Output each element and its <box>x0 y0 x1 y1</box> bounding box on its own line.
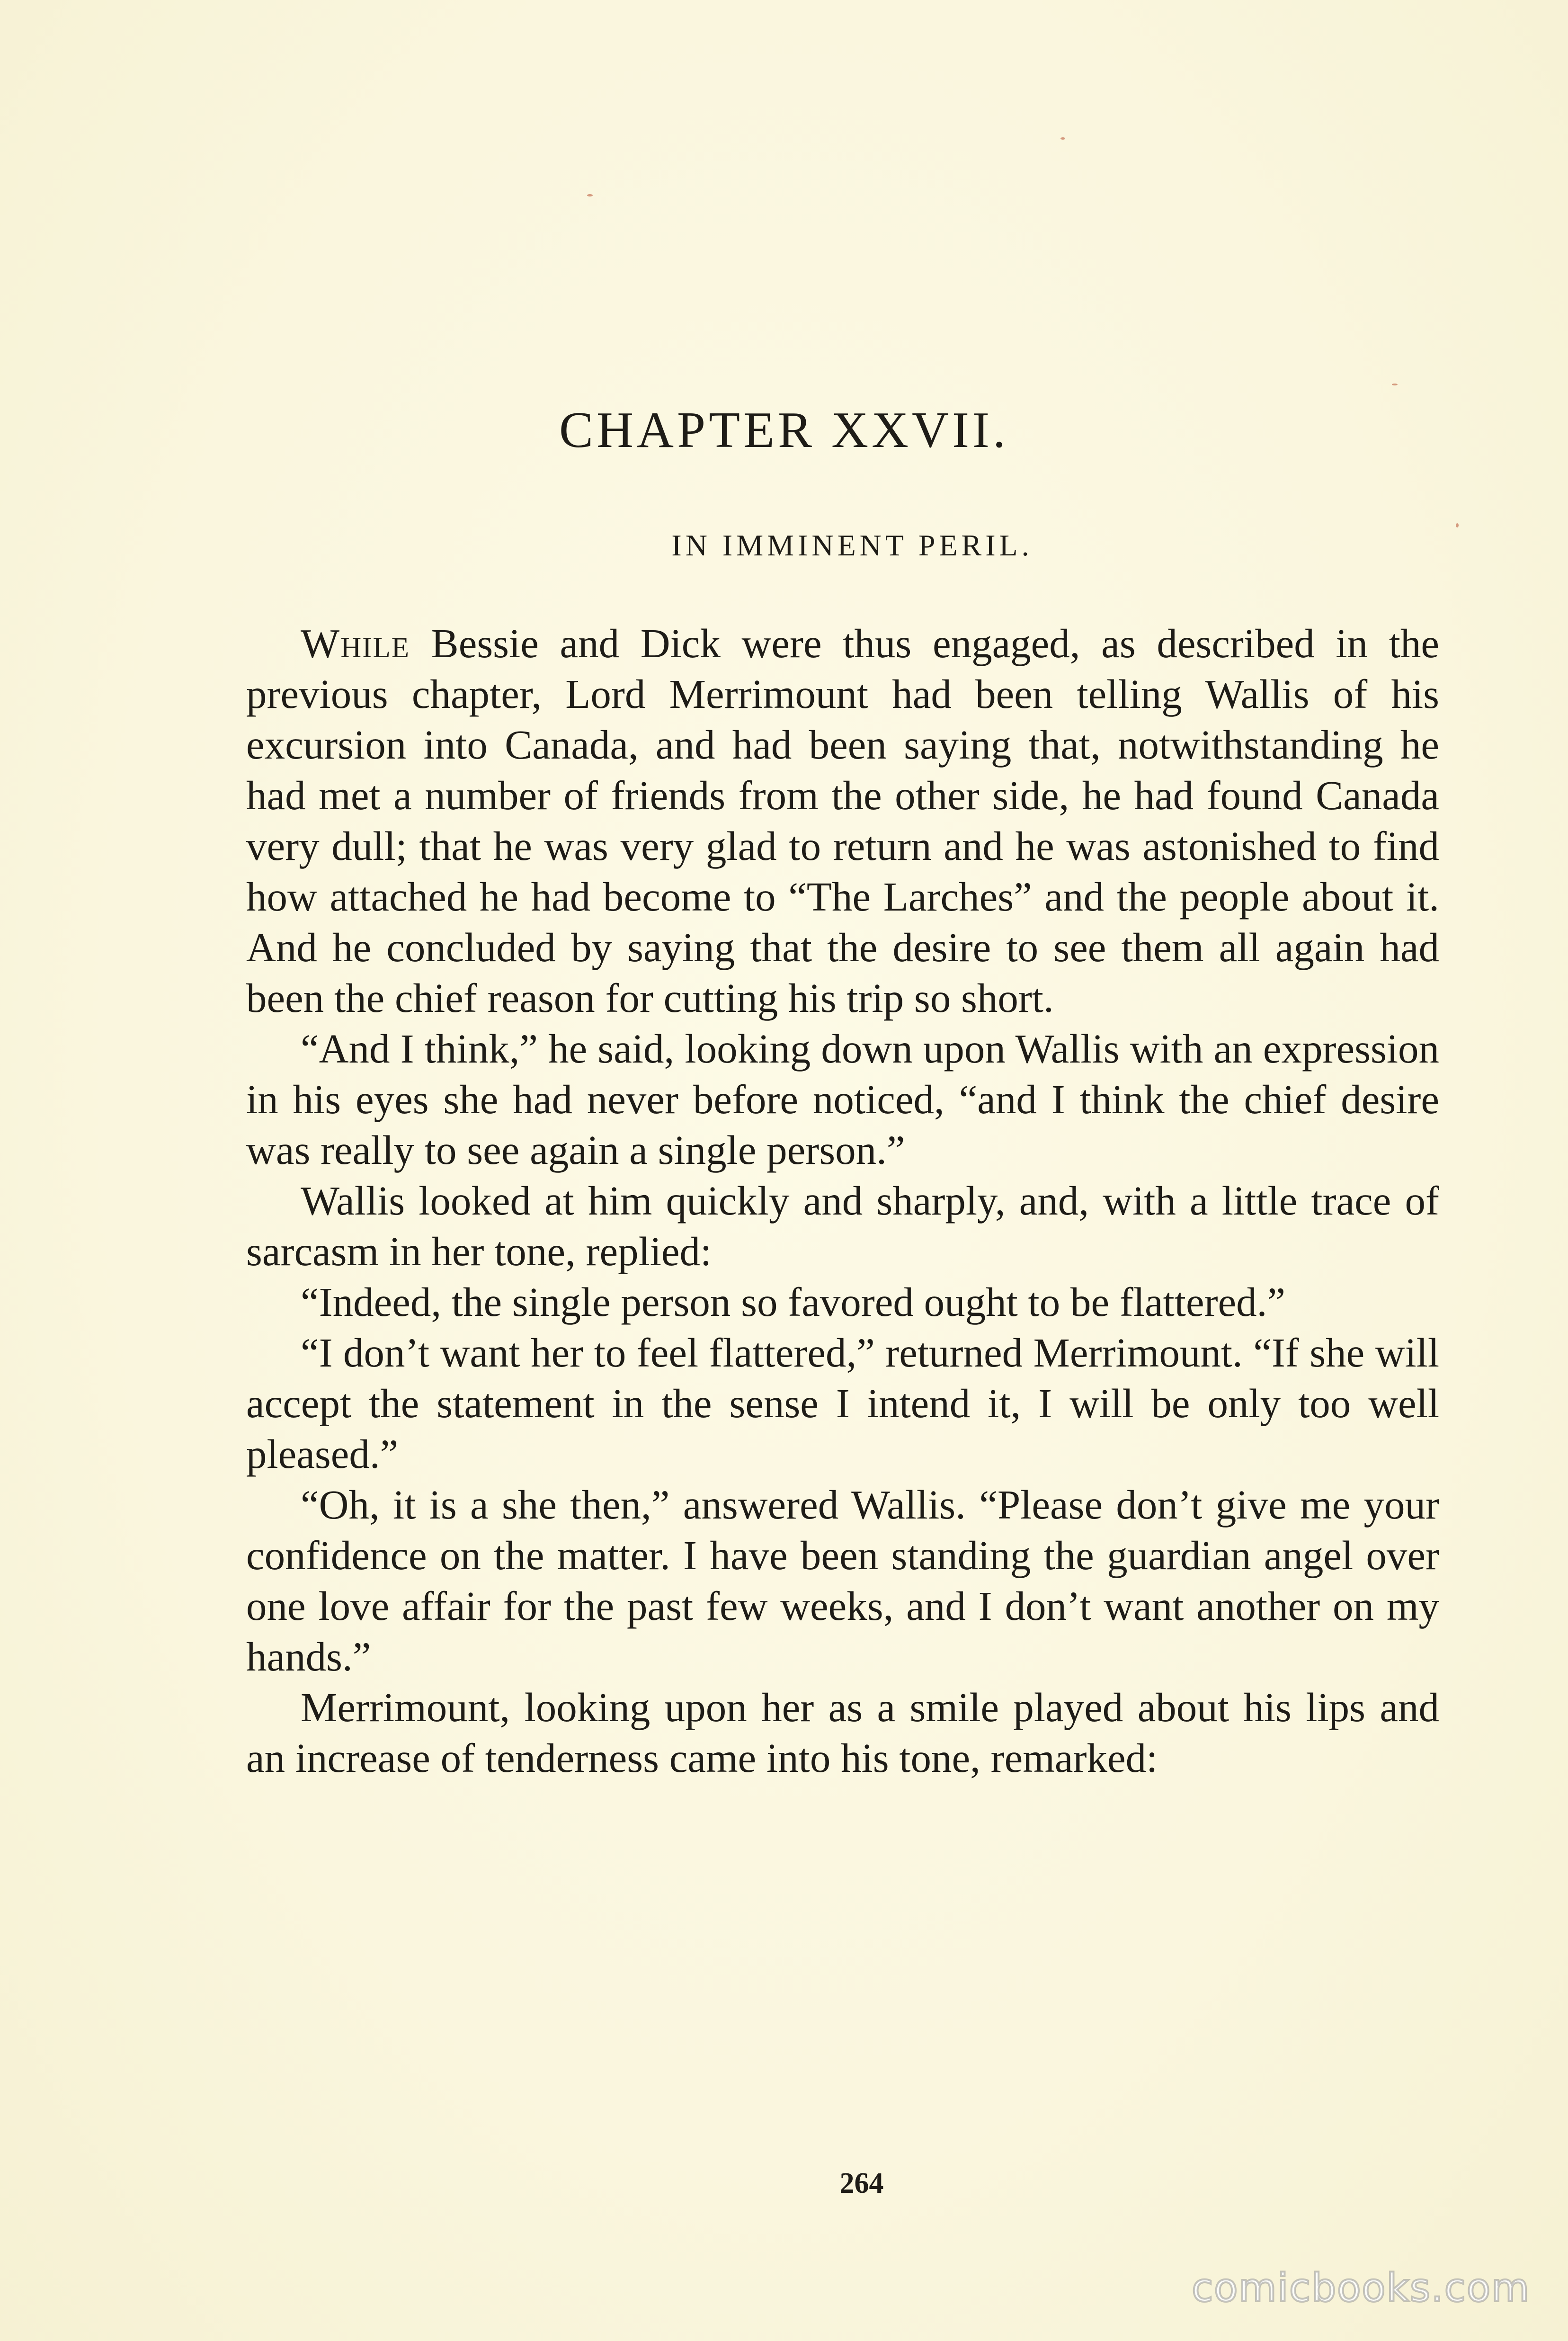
paragraph: “Oh, it is a she then,” answered Wallis. “Please don’t give me your confidence on the matter. I have been standing the guardian angel over one love affair for the past few weeks, and I don’t want another on my hands.” <box>246 1482 1439 1680</box>
paper-speck <box>1060 137 1065 140</box>
chapter-title: CHAPTER XXVII. <box>559 402 1009 458</box>
paper-speck <box>1456 523 1459 527</box>
paper-speck <box>587 194 593 197</box>
paper-speck <box>1392 384 1398 385</box>
body-text <box>246 618 1439 1783</box>
paragraph: “And I think,” he said, looking down upon Wallis with an expression in his eyes she had never before noticed, “and I think the chief desire was really to see again a single person.” <box>246 1026 1439 1173</box>
page-number: 264 <box>839 2167 884 2199</box>
chapter-subtitle: IN IMMINENT PERIL. <box>671 528 1033 562</box>
paragraph: Wallis looked at him quickly and sharply, and, with a little trace of sarcasm in her tone, replied: <box>246 1178 1439 1274</box>
paragraph <box>246 618 1439 1023</box>
paragraph: “Indeed, the single person so favored ought to be flattered.” <box>301 1279 1286 1325</box>
opening-word: While <box>301 620 410 666</box>
watermark-logo: comicbooks.com <box>1192 2266 1530 2311</box>
paragraph-text: Bessie and Dick were thus engaged, as described in the previous chapter, Lord Merrimount had been telling Wallis of his excursion into Canada, and had been saying that, notwithstanding he had met a number of friends from the other side, he had found Canada very dull; that he was very glad to return and he was astonished to find how attached he had become to “The Larches” and the people about it. And he concluded by saying that the desire to see them all again had been the chief reason for cutting his trip so short. <box>246 620 1439 1021</box>
paragraph: Merrimount, looking upon her as a smile played about his lips and an increase of tenderness came into his tone, remarked: <box>246 1684 1439 1781</box>
paragraph: “I don’t want her to feel flattered,” returned Merrimount. “If she will accept the statement in the sense I intend it, I will be only too well pleased.” <box>246 1330 1439 1477</box>
